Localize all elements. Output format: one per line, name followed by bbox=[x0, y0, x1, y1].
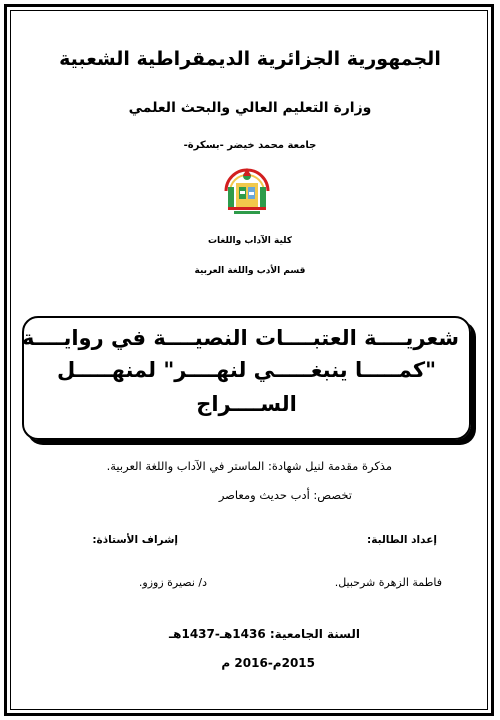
academic-year-gregorian: 2015م-2016 م bbox=[221, 656, 315, 670]
specialization: تخصص: أدب حديث ومعاصر bbox=[218, 488, 352, 502]
student-name: فاطمة الزهرة شرحبيل. bbox=[334, 576, 442, 589]
department-name: قسم الأدب واللغة العربية bbox=[194, 266, 306, 276]
university-name: جامعة محمد خيضر -بسكرة- bbox=[183, 140, 317, 151]
thesis-title-line-3: الســــراج bbox=[196, 392, 297, 416]
supervisor-name: د/ نصيرة زوزو. bbox=[138, 576, 207, 589]
student-label: إعداد الطالبة: bbox=[367, 534, 437, 546]
republic-heading: الجمهورية الجزائرية الديمقراطية الشعبية bbox=[59, 48, 441, 70]
supervisor-label: إشراف الأستاذة: bbox=[92, 534, 178, 546]
ministry-heading: وزارة التعليم العالي والبحث العلمي bbox=[128, 100, 372, 116]
university-logo-icon bbox=[222, 165, 272, 217]
faculty-name: كلية الآداب واللغات bbox=[207, 236, 293, 246]
thesis-title-line-2: "كمـــــا ينبغـــــي لنهــــر" لمنهـــــل bbox=[56, 358, 437, 382]
thesis-title-line-1: شعريــــة العتبــــات النصيــــة في روايــــة bbox=[22, 326, 459, 350]
memo-description: مذكرة مقدمة لنيل شهادة: الماستر في الآداب واللغة العربية. bbox=[106, 459, 392, 473]
academic-year-hijri: السنة الجامعية: 1436هـ-1437هـ bbox=[169, 627, 360, 641]
thesis-title-box bbox=[22, 316, 471, 440]
